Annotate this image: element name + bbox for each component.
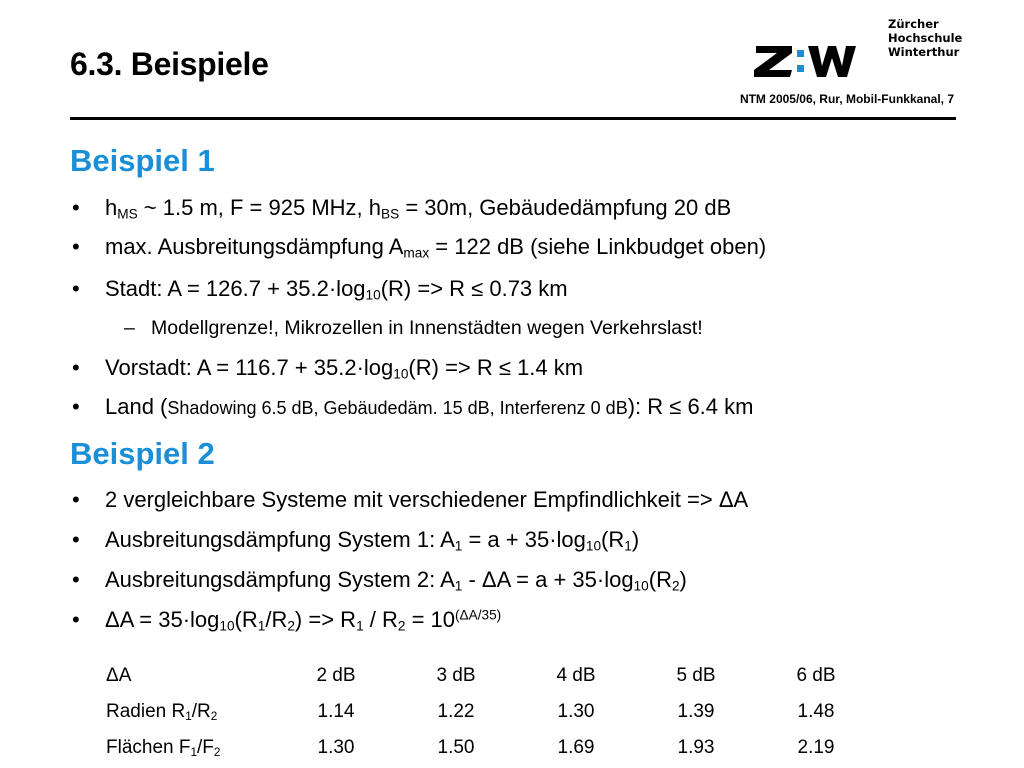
bullet-marker: • <box>72 276 80 301</box>
table-cell: 3 dB <box>436 665 476 686</box>
bullet-item: • Land (Shadowing 6.5 dB, Gebäudedäm. 15 dB, Interferenz 0 dB): R ≤ 6.4 km <box>72 394 754 419</box>
bullet-marker: • <box>72 234 80 259</box>
bullet-marker: • <box>72 355 80 380</box>
school-line: Winterthur <box>888 45 960 59</box>
table-cell: 1.93 <box>677 737 715 758</box>
table-cell: 1.48 <box>797 701 835 722</box>
table-cell: 1.69 <box>557 737 595 758</box>
table-cell: 1.22 <box>437 701 475 722</box>
bullet-marker: • <box>72 394 80 419</box>
bullet-item: • $h_{MS}$ ~ 1.5 m, F = 925 MHz, $h_{BS} = 30m$, Gebäudedämpfung 20 dB <box>72 195 732 222</box>
bullet-item: • 2 vergleichbare Systeme mit verschiedener Empfindlichkeit => ΔA <box>72 487 749 512</box>
bullet-marker: • <box>72 607 80 632</box>
zhw-logo <box>752 40 872 82</box>
bullet-item: • Vorstadt: $A = 116.7 + 35.2\cdot\log_{10}(R) => R \le 1.4$ km <box>72 355 584 382</box>
bullet-item: • Ausbreitungsdämpfung System 2: $A_1 - \Delta A = a + 35\cdot\log_{10}(R_2)$ <box>72 567 687 594</box>
sub-bullet-item: – Modellgrenze!, Mikrozellen in Innenstädten wegen Verkehrslast! <box>124 317 703 339</box>
header-divider <box>70 117 956 120</box>
table-cell: 6 dB <box>796 665 836 686</box>
school-line: Hochschule <box>888 31 963 45</box>
table-row-label: ΔA <box>106 665 132 686</box>
bullet-marker: • <box>72 567 80 592</box>
bullet-item: • max. Ausbreitungsdämpfung $A_{max} = 122$ dB (siehe Linkbudget oben) <box>72 234 767 261</box>
table-row <box>100 730 876 766</box>
table-cell: 2.19 <box>797 737 835 758</box>
bullet-item: • Stadt: $A = 126.7 + 35.2\cdot\log_{10}(R) => R \le 0.73$ km <box>72 276 568 303</box>
table-row-label: Radien $R_1/R_2$ <box>106 701 218 723</box>
table-cell: 1.50 <box>437 737 475 758</box>
table-row-label: Flächen $F_1/F_2$ <box>106 737 221 759</box>
table-cell: 1.39 <box>677 701 715 722</box>
table-cell: 1.30 <box>557 701 595 722</box>
school-line: Zürcher <box>888 17 939 31</box>
school-name <box>888 17 962 59</box>
table-row <box>100 658 876 694</box>
table-cell: 5 dB <box>676 665 716 686</box>
bullet-item: • Ausbreitungsdämpfung System 1: $A_1 = a + 35\cdot\log_{10}(R_1)$ <box>72 527 640 554</box>
section-heading-beispiel-1: Beispiel 1 <box>70 143 215 178</box>
ratio-table <box>100 658 876 766</box>
table-row <box>100 694 876 730</box>
section-heading-beispiel-2: Beispiel 2 <box>70 436 215 471</box>
table-cell: 4 dB <box>556 665 596 686</box>
page-title: 6.3. Beispiele <box>70 46 269 82</box>
bullet-marker: • <box>72 527 80 552</box>
dash-marker: – <box>124 317 135 339</box>
bullet-item: • $\Delta A = 35\cdot\log_{10}(R_1/R_2) => R_1 / R_2 = 10^{(\Delta A/35)}$ <box>72 607 502 634</box>
course-info: NTM 2005/06, Rur, Mobil-Funkkanal, 7 <box>739 92 954 106</box>
table-cell: 1.14 <box>317 701 355 722</box>
table-cell: 2 dB <box>316 665 356 686</box>
table-cell: 1.30 <box>317 737 355 758</box>
bullet-marker: • <box>72 487 80 512</box>
bullet-marker: • <box>72 195 80 220</box>
